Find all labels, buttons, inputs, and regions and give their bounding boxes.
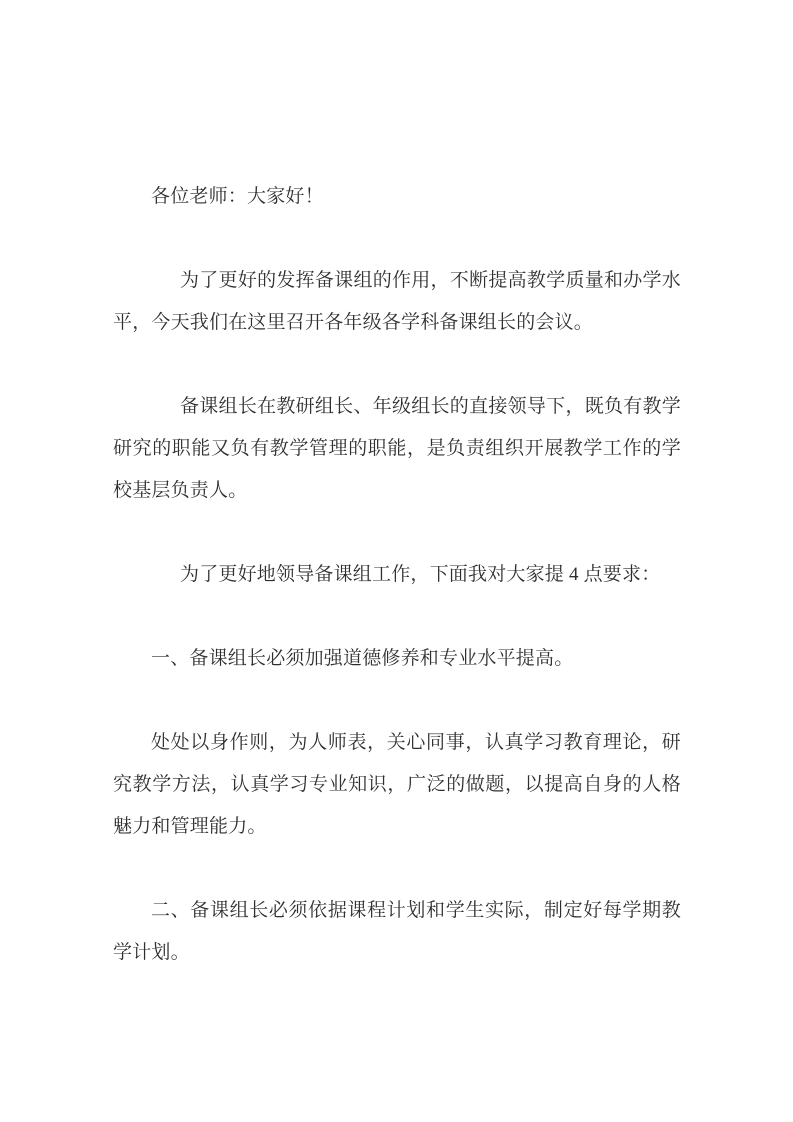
paragraph-greeting: 各位老师：大家好！ [151,186,324,207]
document-page [113,176,681,1016]
paragraph-requirement-1-heading: 一、备课组长必须加强道德修养和专业水平提高。 [151,648,574,669]
paragraph-role-description: 备课组长在教研组长、年级组长的直接领导下，既负有教学研究的职能又负有教学管理的职能，是负责组织开展教学工作的学校基层负责人。 [113,396,681,501]
paragraph-requirement-1-detail: 处处以身作则，为人师表，关心同事，认真学习教育理论，研究教学方法，认真学习专业知识，广泛的做题，以提高自身的人格魅力和管理能力。 [113,732,681,837]
paragraph-requirements-intro: 为了更好地领导备课组工作，下面我对大家提 4 点要求： [180,564,661,585]
paragraph-meeting-purpose: 为了更好的发挥备课组的作用，不断提高教学质量和办学水平，今天我们在这里召开各年级各学科备课组长的会议。 [113,270,681,333]
paragraph-requirement-2-heading: 二、备课组长必须依据课程计划和学生实际，制定好每学期教学计划。 [113,900,681,963]
